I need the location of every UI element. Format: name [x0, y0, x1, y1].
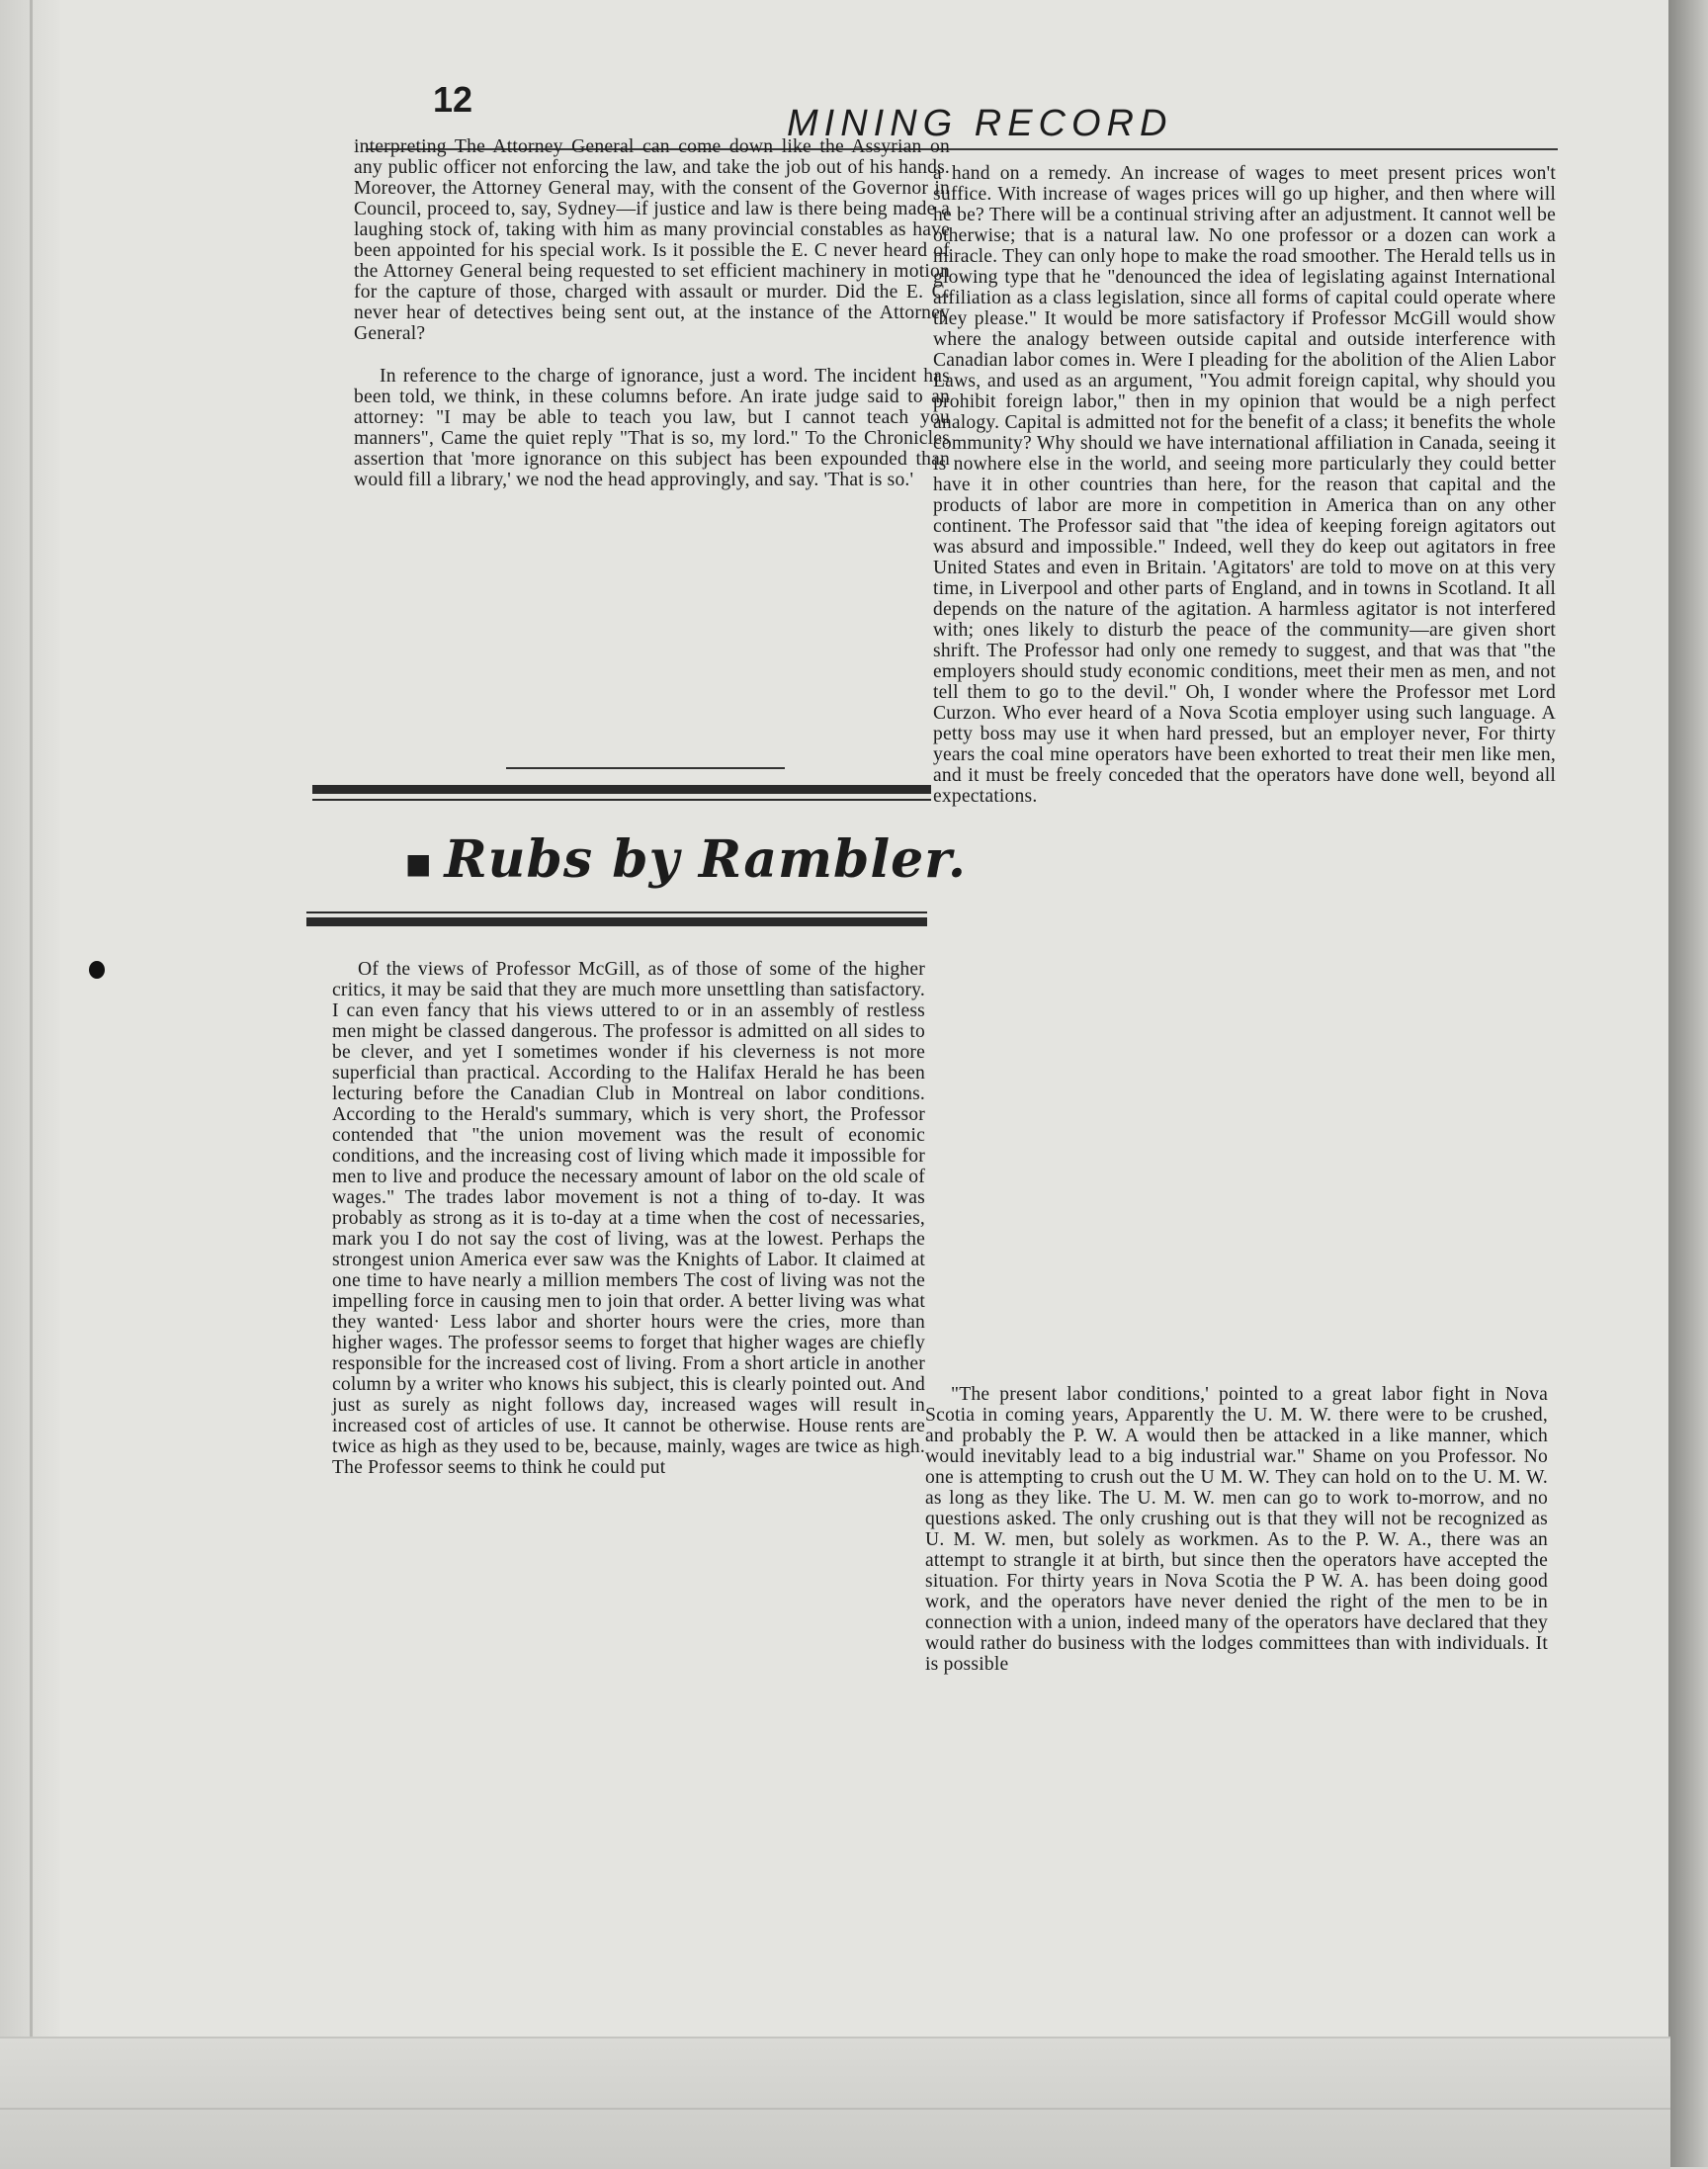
column-1-top	[354, 136, 950, 490]
paragraph: interpreting The Attorney General can come down like the Assyrian on any public officer not enforcing the law, and take the job out of his hands. Moreover, the Attorney General may, with the consent of the Governor in Council, proceed to, say, Sydney—if justice and law is there being made a laughing stock of, taking with him as many provincial constables as have been appointed for his special work. Is it possible the E. C never heard of the Attorney General being requested to set efficient machinery in motion for the capture of those, charged with assault or murder. Did the E. C. never hear of detectives being sent out, at the instance of the Attorney General?	[354, 136, 950, 344]
page-edge-shadow	[1668, 0, 1708, 2167]
paragraph: "The present labor conditions,' pointed to a great labor fight in Nova Scotia in coming years, Apparently the U. M. W. there were to be crushed, and probably the P. W. A would then be attacked in a like manner, which would inevitably lead to a big industrial war." Shame on you Professor. No one is attempting to crush out the U M. W. They can hold on to the U. M. W. as long as they like. The U. M. W. men can go to work to-morrow, and no questions asked. The only crushing out is that they will not be recognized as U. M. W. men, but solely as workmen. As to the P. W. A., there was an attempt to strangle it at birth, but since then the operators have accepted the situation. For thirty years in Nova Scotia the P W. A. has been doing good work, and the operators have never denied the right of the men to be in connection with a union, indeed many of the operators have declared that they would rather do business with the lodges committees than with individuals. It is possible	[925, 1384, 1548, 1675]
column-2-bottom	[925, 1384, 1548, 1675]
column-2-top	[933, 163, 1556, 807]
title-band-bottom	[306, 917, 927, 926]
title-band-top-thin	[312, 799, 931, 801]
paragraph: a hand on a remedy. An increase of wages to meet present prices won't suffice. With increase of wages prices will go up higher, and then where will he be? There will be a continual striving after an adjustment. It cannot well be otherwise; that is a natural law. No one professor or a dozen can work a miracle. They can only hope to make the road smoother. The Herald tells us in glowing type that he "denounced the idea of legislating against International affiliation as a class legislation, since all forms of capital could operate where they please." It would be more satisfactory if Professor McGill would show where the analogy between outside capital and outside interference with Canadian labor comes in. Were I pleading for the abolition of the Alien Labor Laws, and used as an argument, "You admit foreign capital, why should you prohibit foreign labor," then in my opinion that would be a nigh perfect analogy. Capital is admitted not for the benefit of a class; it benefits the whole community? Why should we have international affiliation in Canada, seeing it is nowhere else in the world, and seeing more particularly they could better have it in other countries than here, for the reason that capital and the products of labor are more in competition in America than on any other continent. The Professor said that "the idea of keeping foreign agitators out was absurd and impossible." Indeed, well they do keep out agitators in free United States and even in Britain. 'Agitators' are told to move on at this very time, in Liverpool and other parts of England, and in towns in Scotland. It all depends on the nature of the agitation. A harmless agitator is not interfered with; ones likely to disturb the peace of the community—are given short shrift. The Professor had only one remedy to suggest, and that was that "the employers should study economic conditions, meet their men as men, and not tell them to go to the devil." Oh, I wonder where the Professor met Lord Curzon. Who ever heard of a Nova Scotia employer using such language. A petty boss may use it when hard pressed, but an employer never, For thirty years the coal mine operators have been exhorted to treat their men like men, and it must be freely conceded that the operators have done well, beyond all expectations.	[933, 163, 1556, 807]
section-title	[405, 830, 967, 894]
section-title-text: Rubs by Rambler.	[444, 829, 967, 890]
paragraph: In reference to the charge of ignorance, just a word. The incident has been told, we think, in these columns before. An irate judge said to an attorney: "I may be able to teach you law, but I cannot teach you manners", Came the quiet reply "That is so, my lord." To the Chronicles assertion that 'more ignorance on this subject has been expounded than would fill a library,' we nod the head approvingly, and say. 'That is so.'	[354, 366, 950, 490]
title-band-bottom-thin	[306, 911, 927, 913]
running-head: MINING RECORD	[787, 103, 1173, 144]
paragraph: Of the views of Professor McGill, as of those of some of the higher critics, it may be said that they are much more unsettling than satisfactory. I can even fancy that his views uttered to or in an assembly of restless men might be classed dangerous. The professor is admitted on all sides to be clever, and yet I sometimes wonder if his cleverness is not more superficial than practical. According to the Halifax Herald he has been lecturing before the Canadian Club in Montreal on labor conditions. According to the Herald's summary, which is very short, the Professor contended that "the union movement was the result of economic conditions, and the increasing cost of living which made it impossible for men to live and produce the necessary amount of labor on the old scale of wages." The trades labor movement is not a thing of to-day. It was probably as strong as it is to-day at a time when the cost of necessaries, mark you I do not say the cost of living, was at the lowest. Perhaps the strongest union America ever saw was the Knights of Labor. It claimed at one time to have nearly a million members The cost of living was not the impelling force in causing men to join that order. A better living was what they wanted· Less labor and shorter hours were the cries, more than higher wages. The professor seems to forget that higher wages are chiefly responsible for the increased cost of living. From a short article in another column by a writer who knows his subject, this is clearly pointed out. And just as surely as night follows day, increased wages will result in increased cost of articles of use. It cannot be otherwise. House rents are twice as high as they used to be, because, mainly, wages are twice as high. The Professor seems to think he could put	[332, 959, 925, 1478]
binding-edge	[0, 0, 59, 2167]
margin-ink-spot	[89, 961, 105, 979]
title-band-top	[312, 785, 931, 794]
page-number: 12	[433, 79, 473, 120]
column-1-bottom	[332, 959, 925, 1478]
section-divider	[506, 767, 785, 769]
title-bullet: ■	[405, 846, 433, 880]
page-bottom-edge	[0, 2037, 1670, 2169]
